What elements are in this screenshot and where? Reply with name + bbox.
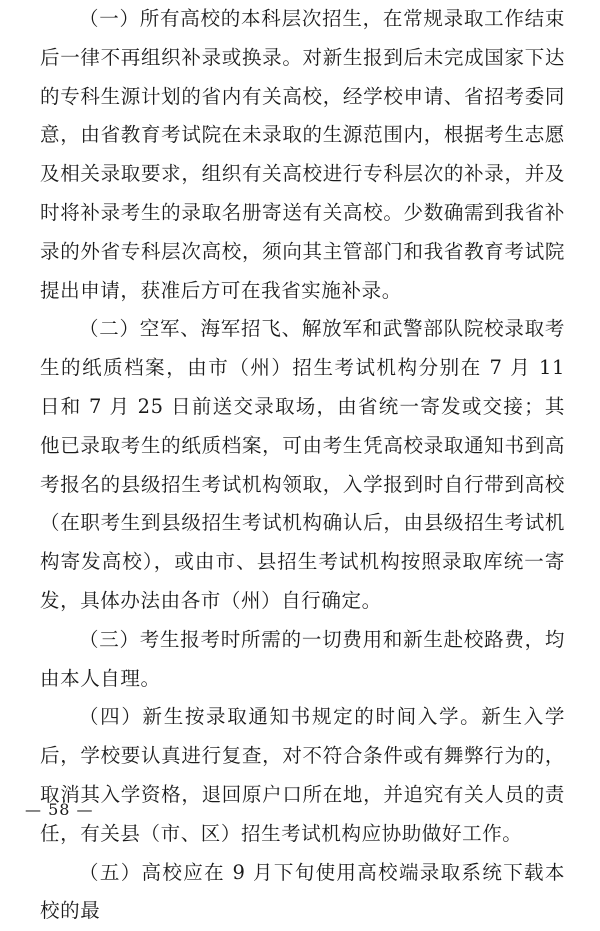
paragraph-3: （三）考生报考时所需的一切费用和新生赴校路费，均由本人自理。: [40, 627, 565, 690]
document-body: [40, 0, 565, 931]
page-number: — 58 —: [25, 800, 94, 819]
paragraph-5: （五）高校应在 9 月下旬使用高校端录取系统下载本校的最: [40, 860, 565, 923]
paragraph-1: （一）所有高校的本科层次招生，在常规录取工作结束后一律不再组织补录或换录。对新生报到后未完成国家下达的专科生源计划的省内有关高校，经学校申请、省招考委同意，由省教育考试院在未录取的生源范围内，根据考生志愿及相关录取要求，组织有关高校进行专科层次的补录，并及时将补录考生的录取名册寄送有关高校。少数确需到我省补录的外省专科层次高校，须向其主管部门和我省教育考试院提出申请，获准后方可在我省实施补录。: [40, 7, 565, 302]
paragraph-4: （四）新生按录取通知书规定的时间入学。新生入学后，学校要认真进行复查，对不符合条件或有舞弊行为的，取消其入学资格，退回原户口所在地，并追究有关人员的责任，有关县（市、区）招生考试机构应协助做好工作。: [40, 705, 565, 845]
paragraph-2: （二）空军、海军招飞、解放军和武警部队院校录取考生的纸质档案，由市（州）招生考试机构分别在 7 月 11 日和 7 月 25 日前送交录取场，由省统一寄发或交接；其他已录取考生的纸质档案，可由考生凭高校录取通知书到高考报名的县级招生考试机构领取，入学报到时自行带到高校（在职考生到县级招生考试机构确认后，由县级招生考试机构寄发高校），或由市、县招生考试机构按照录取库统一寄发，具体办法由各市（州）自行确定。: [40, 317, 565, 612]
